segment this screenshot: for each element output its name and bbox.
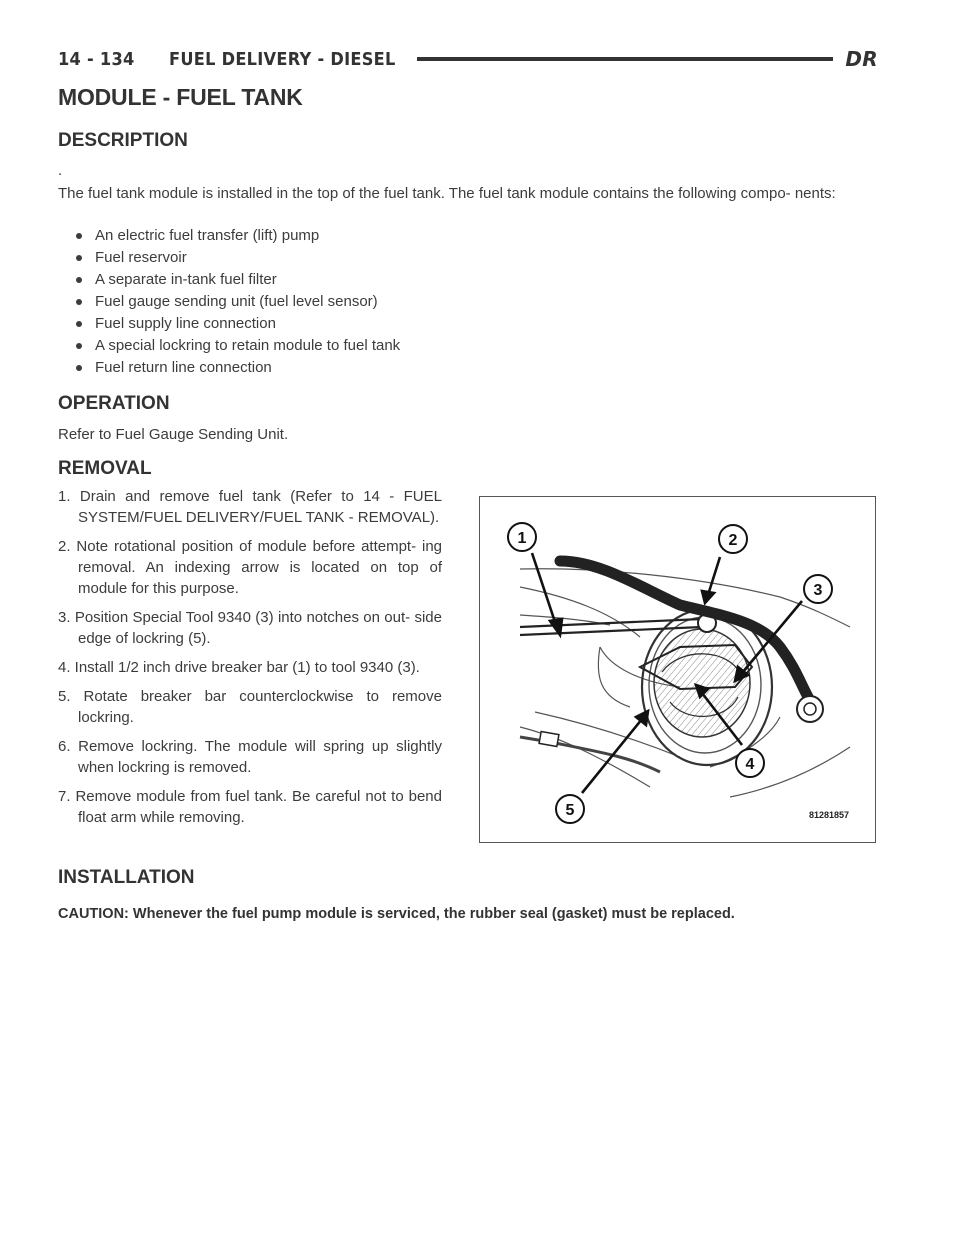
- component-list: [74, 225, 400, 379]
- bullet-icon: [76, 365, 82, 371]
- fuel-module-illustration: [479, 496, 876, 843]
- list-item: Fuel gauge sending unit (fuel level sensor): [74, 291, 400, 313]
- page-header: [58, 46, 878, 72]
- operation-heading: OPERATION: [58, 393, 170, 414]
- installation-heading: INSTALLATION: [58, 867, 195, 888]
- description-heading: DESCRIPTION: [58, 130, 188, 151]
- callout-labels: [480, 497, 877, 844]
- figure-id: 81281857: [808, 810, 849, 820]
- description-intro: The fuel tank module is installed in the top of the fuel tank. The fuel tank module contains the following compo- nents:: [58, 185, 836, 202]
- callout-2: 2: [728, 532, 738, 549]
- list-item: 4. Install 1/2 inch drive breaker bar (1) to tool 9340 (3).: [58, 659, 420, 676]
- list-item: 2. Note rotational position of module before attempt- ing removal. An indexing arrow is located on top of module for this purpose.: [58, 538, 442, 597]
- removal-steps: [58, 486, 442, 836]
- operation-text: Refer to Fuel Gauge Sending Unit.: [58, 426, 289, 443]
- list-item: 1. Drain and remove fuel tank (Refer to 14 - FUEL SYSTEM/FUEL DELIVERY/FUEL TANK - REMOVAL).: [58, 488, 442, 526]
- list-item: 3. Position Special Tool 9340 (3) into notches on out- side edge of lockring (5).: [58, 609, 442, 647]
- callout-1: 1: [517, 530, 527, 547]
- bullet-icon: [76, 255, 82, 261]
- bullet-icon: [76, 343, 82, 349]
- section-title: FUEL DELIVERY - DIESEL: [169, 48, 396, 70]
- bullet-icon: [76, 299, 82, 305]
- header-rule: [417, 57, 834, 61]
- callout-4: 4: [745, 756, 755, 773]
- list-item: An electric fuel transfer (lift) pump: [74, 225, 400, 247]
- callout-3: 3: [813, 582, 823, 599]
- list-item: Fuel return line connection: [74, 357, 400, 379]
- list-item: A special lockring to retain module to fuel tank: [74, 335, 400, 357]
- bullet-icon: [76, 277, 82, 283]
- list-item: 5. Rotate breaker bar counterclockwise to remove lockring.: [58, 688, 442, 726]
- bullet-icon: [76, 233, 82, 239]
- list-item: A separate in-tank fuel filter: [74, 269, 400, 291]
- list-item: 6. Remove lockring. The module will spring up slightly when lockring is removed.: [58, 738, 442, 776]
- list-item: Fuel reservoir: [74, 247, 400, 269]
- list-item: Fuel supply line connection: [74, 313, 400, 335]
- caution-note: CAUTION: Whenever the fuel pump module is serviced, the rubber seal (gasket) must be replaced.: [58, 906, 735, 922]
- removal-heading: REMOVAL: [58, 458, 152, 479]
- list-item: 7. Remove module from fuel tank. Be careful not to bend float arm while removing.: [58, 788, 442, 826]
- bullet-icon: [76, 321, 82, 327]
- callout-5: 5: [565, 802, 575, 819]
- page-number: 14 - 134: [58, 48, 135, 70]
- model-code: DR: [845, 47, 878, 71]
- page-title: MODULE - FUEL TANK: [58, 84, 303, 110]
- description-dot: .: [58, 162, 63, 179]
